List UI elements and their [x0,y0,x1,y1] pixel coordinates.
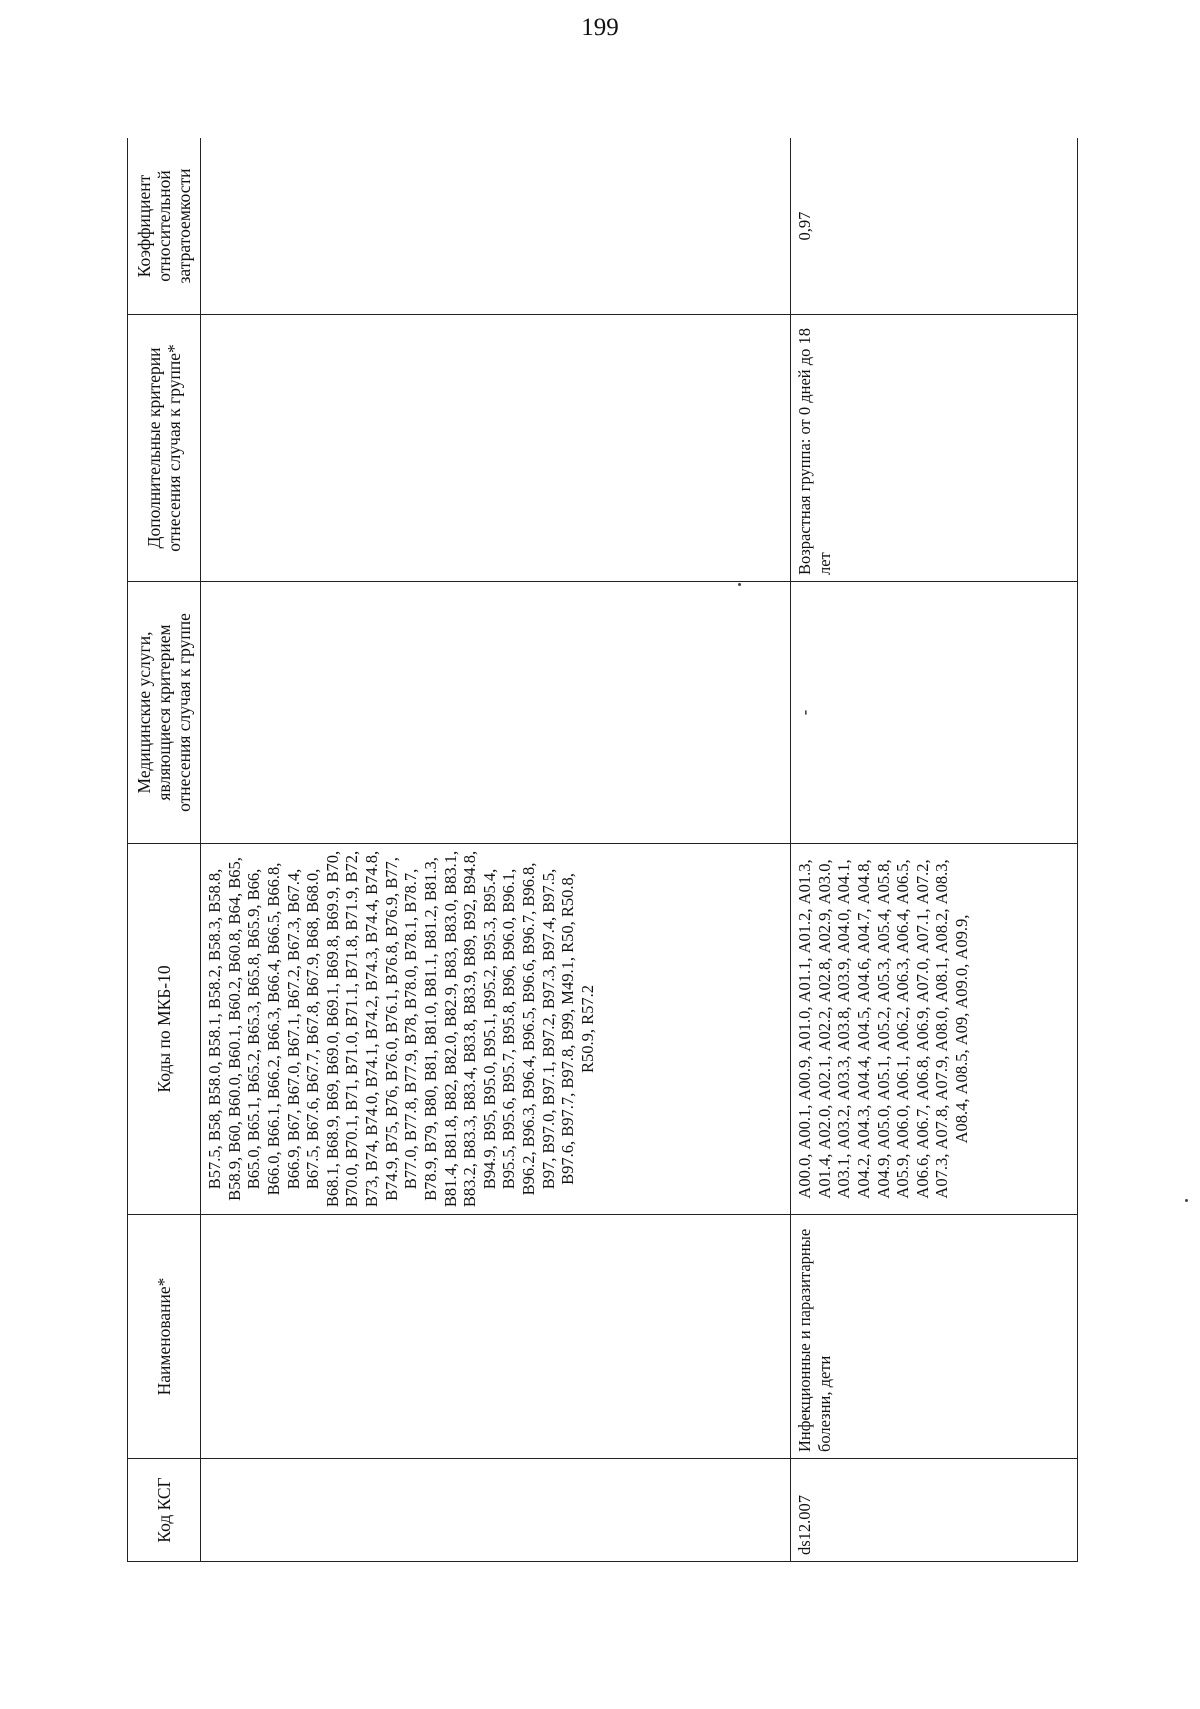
table-frame [127,138,1078,1562]
ksg-table [127,138,1078,1562]
cell-medical-services [201,582,791,844]
cell-ksg-code: ds12.007 [791,1459,1078,1562]
cell-extra-criteria [201,315,791,582]
header-coefficient: Коэффициент относительной затратоемкости [128,138,201,315]
header-extra-criteria: Дополнительные критерии отнесения случая к группе* [128,315,201,582]
scan-speck [1185,1199,1188,1202]
table-header-row [128,138,201,1562]
cell-mkb-codes: В57.5, В58, В58.0, В58.1, В58.2, В58.3, В58.8, В58.9, В60, В60.0, В60.1, В60.2, В60.8, В64, В65, В65.0, В65.1, В65.2, В65.3, В65.8, В65.9, В66, В66.0, В66.1, В66.2, В66.3, В66.4, В66.5, В66.8, В66.9, В67, В67.0, В67.1, В67.2, В67.3, В67.4, В67.5, В67.6, В67.7, В67.8, В67.9, В68, В68.0, В68.1, В68.9, В69, В69.0, В69.1, В69.8, В69.9, В70, В70.0, В70.1, В71, В71.0, В71.1, В71.8, В71.9, В72, В73, В74, В74.0, В74.1, В74.2, В74.3, В74.4, В74.8, В74.9, В75, В76, В76.0, В76.1, В76.8, В76.9, В77, В77.0, В77.8, В77.9, В78, В78.0, В78.1, В78.7, В78.9, В79, В80, В81, В81.0, В81.1, В81.2, В81.3, В81.4, В81.8, В82, В82.0, В82.9, В83, В83.0, В83.1, В83.2, В83.3, В83.4, В83.8, В83.9, В89, В92, В94.8, В94.9, В95, В95.0, В95.1, В95.2, В95.3, В95.4, В95.5, В95.6, В95.7, В95.8, В96, В96.0, В96.1, В96.2, В96.3, В96.4, В96.5, В96.6, В96.7, В96.8, В97, В97.0, В97.1, В97.2, В97.3, В97.4, В97.5, В97.6, В97.7, В97.8, В99, М49.1, R50, R50.8, R50.9, R57.2 [201,844,791,1215]
cell-coefficient: 0,97 [791,138,1078,315]
header-ksg-code: Код КСГ [128,1459,201,1562]
cell-name: Инфекционные и паразитарные болезни, дети [791,1215,1078,1459]
cell-extra-criteria: Возрастная группа: от 0 дней до 18 лет [791,315,1078,582]
rotated-table-container [127,138,1078,1562]
header-mkb-codes: Коды по МКБ-10 [128,844,201,1215]
cell-name [201,1215,791,1459]
cell-ksg-code [201,1459,791,1562]
cell-medical-services: - [791,582,1078,844]
page-number: 199 [581,14,619,41]
scan-speck [738,583,741,586]
cell-mkb-codes: А00.0, А00.1, А00.9, А01.0, А01.1, А01.2, А01.3, А01.4, А02.0, А02.1, А02.2, А02.8, А02.9, А03.0, А03.1, А03.2, А03.3, А03.8, А03.9, А04.0, А04.1, А04.2, А04.3, А04.4, А04.5, А04.6, А04.7, А04.8, А04.9, А05.0, А05.1, А05.2, А05.3, А05.4, А05.8, А05.9, А06.0, А06.1, А06.2, А06.3, А06.4, А06.5, А06.6, А06.7, А06.8, А06.9, А07.0, А07.1, А07.2, А07.3, А07.8, А07.9, А08.0, А08.1, А08.2, А08.3, А08.4, А08.5, А09, А09.0, А09.9, [791,844,1078,1215]
header-medical-services: Медицинские услуги, являющиеся критерием отнесения случая к группе [128,582,201,844]
header-name: Наименование* [128,1215,201,1459]
table-row [201,138,791,1562]
table-row [791,138,1078,1562]
cell-coefficient [201,138,791,315]
